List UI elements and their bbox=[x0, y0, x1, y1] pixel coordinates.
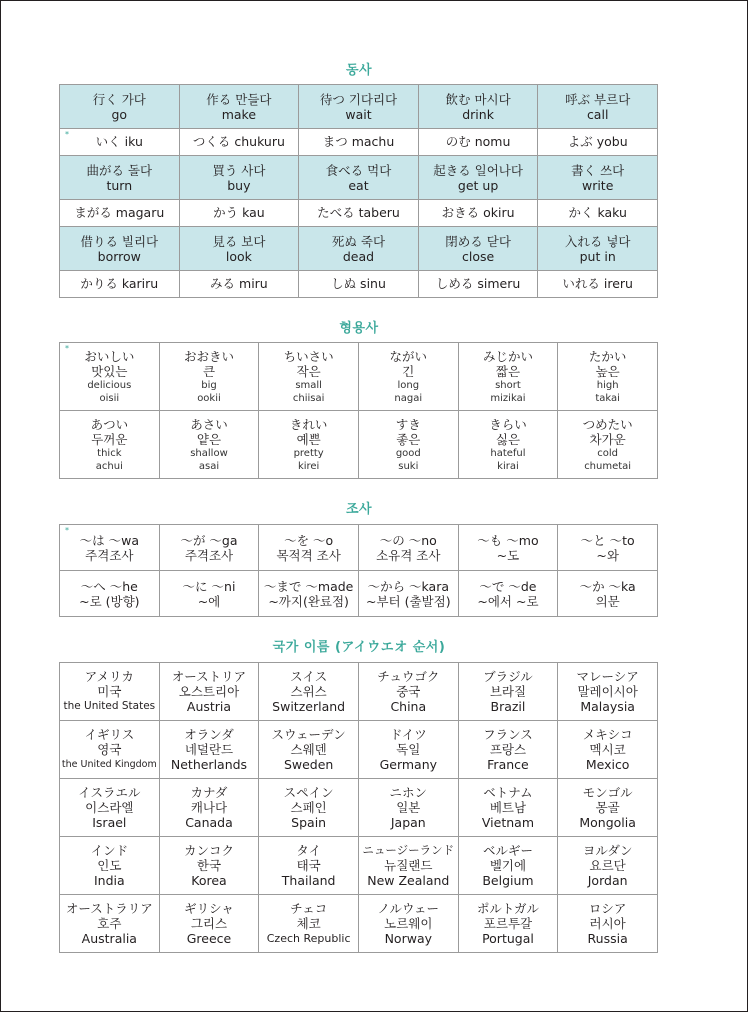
country-cell: アメリカ 미국 the United States bbox=[60, 663, 160, 721]
verb-cell: 書く 쓰다 write bbox=[538, 156, 658, 200]
adjectives-title: 형용사 bbox=[339, 321, 379, 336]
verb-reading-cell: かく kaku bbox=[538, 200, 658, 227]
table-row bbox=[60, 85, 658, 129]
adjective-cell: あさい 얕은 shallow asai bbox=[159, 411, 259, 479]
verb-cell: 曲がる 돌다 turn bbox=[60, 156, 180, 200]
verb-cell: 食べる 먹다 eat bbox=[299, 156, 419, 200]
verb-reading-cell: まがる magaru bbox=[60, 200, 180, 227]
verb-reading-cell: おきる okiru bbox=[418, 200, 538, 227]
table-row bbox=[60, 200, 658, 227]
country-cell: ロシア 러시아 Russia bbox=[558, 895, 658, 953]
marker-dot: * bbox=[65, 130, 69, 139]
particle-cell: ～へ ～he ~로 (방향) bbox=[60, 571, 160, 617]
verb-cell: 買う 사다 buy bbox=[179, 156, 299, 200]
verbs-table bbox=[59, 84, 658, 298]
adjective-cell: あつい 두꺼운 thick achui bbox=[60, 411, 160, 479]
table-row bbox=[60, 411, 658, 479]
country-cell: イギリス 영국 the United Kingdom bbox=[60, 721, 160, 779]
country-cell: スウェーデン 스웨덴 Sweden bbox=[259, 721, 359, 779]
particle-cell: ～が ～ga 주격조사 bbox=[159, 525, 259, 571]
particles-title: 조사 bbox=[345, 502, 373, 517]
verb-reading-cell: たべる taberu bbox=[299, 200, 419, 227]
marker-dot: * bbox=[65, 526, 69, 535]
verb-cell: 閉める 닫다 close bbox=[418, 227, 538, 271]
verbs-title: 동사 bbox=[345, 63, 373, 78]
verb-reading-cell: しぬ sinu bbox=[299, 271, 419, 298]
adjective-cell: おおきい 큰 big ookii bbox=[159, 343, 259, 411]
country-cell: ポルトガル 포르투갈 Portugal bbox=[458, 895, 558, 953]
table-row bbox=[60, 571, 658, 617]
table-row bbox=[60, 525, 658, 571]
country-cell: ベトナム 베트남 Vietnam bbox=[458, 779, 558, 837]
adjective-cell: きらい 싫은 hateful kirai bbox=[458, 411, 558, 479]
particle-cell: ～に ～ni ~에 bbox=[159, 571, 259, 617]
verb-cell: 見る 보다 look bbox=[179, 227, 299, 271]
verb-reading-cell: みる miru bbox=[179, 271, 299, 298]
verb-cell: 作る 만들다 make bbox=[179, 85, 299, 129]
adjective-cell: みじかい 짧은 short mizikai bbox=[458, 343, 558, 411]
country-cell: メキシコ 멕시코 Mexico bbox=[558, 721, 658, 779]
country-cell: イスラエル 이스라엘 Israel bbox=[60, 779, 160, 837]
country-cell: インド 인도 India bbox=[60, 837, 160, 895]
country-cell: オーストラリア 호주 Australia bbox=[60, 895, 160, 953]
adjective-cell: たかい 높은 high takai bbox=[558, 343, 658, 411]
country-cell: チュウゴク 중국 China bbox=[358, 663, 458, 721]
country-cell: オーストリア 오스트리아 Austria bbox=[159, 663, 259, 721]
particle-cell: ～か ～ka 의문 bbox=[558, 571, 658, 617]
particles-table bbox=[59, 524, 658, 617]
verb-reading-cell: かりる kariru bbox=[60, 271, 180, 298]
table-row bbox=[60, 837, 658, 895]
table-row bbox=[60, 779, 658, 837]
verb-cell: 待つ 기다리다 wait bbox=[299, 85, 419, 129]
particle-cell: ～の ～no 소유격 조사 bbox=[358, 525, 458, 571]
particle-cell: ～を ～o 목적격 조사 bbox=[259, 525, 359, 571]
table-row bbox=[60, 343, 658, 411]
table-row bbox=[60, 129, 658, 156]
verb-reading-cell: * いく iku bbox=[60, 129, 180, 156]
verb-reading-cell: まつ machu bbox=[299, 129, 419, 156]
particle-cell: ～から ～kara ~부터 (출발점) bbox=[358, 571, 458, 617]
country-cell: モンゴル 몽골 Mongolia bbox=[558, 779, 658, 837]
adjective-cell: すき 좋은 good suki bbox=[358, 411, 458, 479]
adjectives-table bbox=[59, 342, 658, 479]
verb-cell: 飲む 마시다 drink bbox=[418, 85, 538, 129]
adjective-cell: ながい 긴 long nagai bbox=[358, 343, 458, 411]
countries-title: 국가 이름 (アイウエオ 순서) bbox=[272, 640, 446, 655]
country-cell: ベルギー 벨기에 Belgium bbox=[458, 837, 558, 895]
verb-cell: 呼ぶ 부르다 call bbox=[538, 85, 658, 129]
verb-cell: 起きる 일어나다 get up bbox=[418, 156, 538, 200]
country-cell: タイ 태국 Thailand bbox=[259, 837, 359, 895]
verb-cell: 借りる 빌리다 borrow bbox=[60, 227, 180, 271]
verb-reading-cell: しめる simeru bbox=[418, 271, 538, 298]
verb-reading-cell: かう kau bbox=[179, 200, 299, 227]
verb-reading-cell: つくる chukuru bbox=[179, 129, 299, 156]
country-cell: ニュージーランド 뉴질랜드 New Zealand bbox=[358, 837, 458, 895]
country-cell: スペイン 스페인 Spain bbox=[259, 779, 359, 837]
country-cell: ヨルダン 요르단 Jordan bbox=[558, 837, 658, 895]
marker-dot: * bbox=[65, 344, 69, 353]
country-cell: カンコク 한국 Korea bbox=[159, 837, 259, 895]
adjective-cell: つめたい 차가운 cold chumetai bbox=[558, 411, 658, 479]
table-row bbox=[60, 663, 658, 721]
countries-table bbox=[59, 662, 658, 953]
particle-cell: * ～は ～wa 주격조사 bbox=[60, 525, 160, 571]
country-cell: ギリシャ 그리스 Greece bbox=[159, 895, 259, 953]
verb-cell: 死ぬ 죽다 dead bbox=[299, 227, 419, 271]
country-cell: ドイツ 독일 Germany bbox=[358, 721, 458, 779]
table-row bbox=[60, 721, 658, 779]
country-cell: ニホン 일본 Japan bbox=[358, 779, 458, 837]
table-row bbox=[60, 895, 658, 953]
particle-cell: ～も ～mo ~도 bbox=[458, 525, 558, 571]
table-row bbox=[60, 271, 658, 298]
adjective-cell: きれい 예쁜 pretty kirei bbox=[259, 411, 359, 479]
particle-cell: ～と ～to ~와 bbox=[558, 525, 658, 571]
country-cell: フランス 프랑스 France bbox=[458, 721, 558, 779]
country-cell: マレーシア 말레이시아 Malaysia bbox=[558, 663, 658, 721]
particle-cell: ～まで ～made ~까지(완료점) bbox=[259, 571, 359, 617]
verb-reading-cell: いれる ireru bbox=[538, 271, 658, 298]
verb-cell: 行く 가다 go bbox=[60, 85, 180, 129]
table-row bbox=[60, 156, 658, 200]
country-cell: オランダ 네덜란드 Netherlands bbox=[159, 721, 259, 779]
country-cell: カナダ 캐나다 Canada bbox=[159, 779, 259, 837]
table-row bbox=[60, 227, 658, 271]
country-cell: ノルウェー 노르웨이 Norway bbox=[358, 895, 458, 953]
adjective-cell: * おいしい 맛있는 delicious oisii bbox=[60, 343, 160, 411]
verb-reading-cell: よぶ yobu bbox=[538, 129, 658, 156]
country-cell: チェコ 체코 Czech Republic bbox=[259, 895, 359, 953]
adjective-cell: ちいさい 작은 small chiisai bbox=[259, 343, 359, 411]
country-cell: ブラジル 브라질 Brazil bbox=[458, 663, 558, 721]
verb-cell: 入れる 넣다 put in bbox=[538, 227, 658, 271]
particle-cell: ～で ～de ~에서 ~로 bbox=[458, 571, 558, 617]
verb-reading-cell: のむ nomu bbox=[418, 129, 538, 156]
country-cell: スイス 스위스 Switzerland bbox=[259, 663, 359, 721]
